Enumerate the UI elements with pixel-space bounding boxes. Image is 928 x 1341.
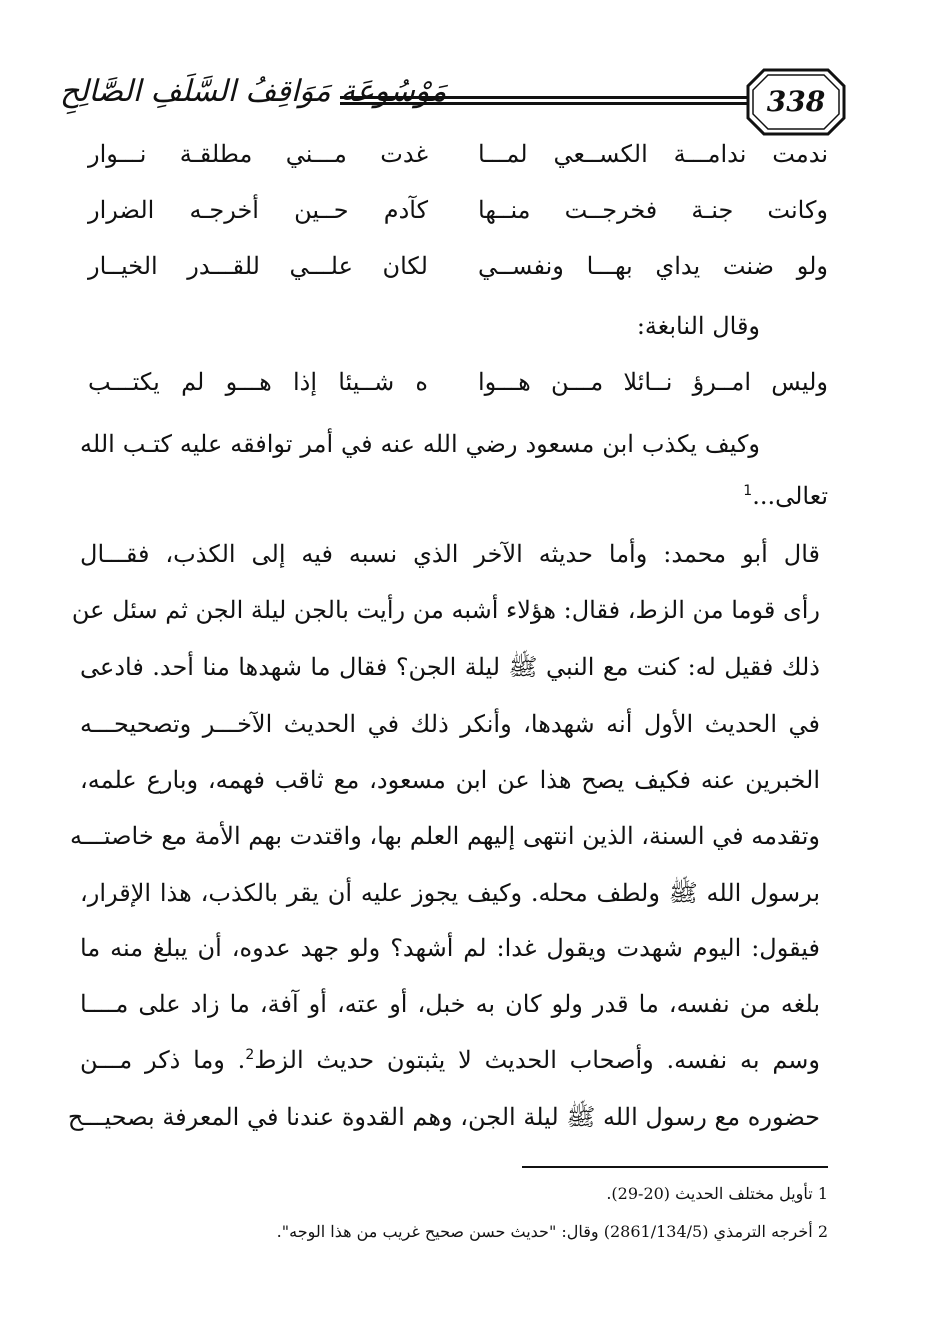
paragraph-line: ذلك فقيل له: كنت مع النبي ﷺ ليلة الجن؟ فقال ما شهدها منا أحد. فادعى <box>80 653 820 681</box>
verse-first-hemistich: وليس امــرؤ نــائلا مـــن هـــوا <box>478 368 828 396</box>
footnote <box>80 1184 828 1203</box>
footnote-ref: 1 <box>743 483 753 499</box>
footnote-separator <box>522 1166 828 1168</box>
paragraph-line: برسول الله ﷺ ولطف محله. وكيف يجوز عليه أن يقر بالكذب، هذا الإقرار، <box>80 879 820 907</box>
page-number-badge <box>746 68 846 136</box>
paragraph-line <box>600 482 828 510</box>
verse-intro: وقال النابغة: <box>636 312 760 340</box>
page-number: 338 <box>766 85 826 118</box>
paragraph-line: في الحديث الأول أنه شهدها، وأنكر ذلك في الحديث الآخـــر وتصحيحـــه <box>80 710 820 738</box>
paragraph-line <box>80 1046 820 1074</box>
footnote-number: 1 <box>817 1184 828 1203</box>
verse-line <box>88 196 828 246</box>
verse-first-hemistich: وكانت جنـة فخرجــت منــها <box>478 196 828 224</box>
footnote-text: تأويل مختلف الحديث (20-29). <box>606 1184 813 1203</box>
paragraph-line: حضوره مع رسول الله ﷺ ليلة الجن، وهم القدوة عندنا في المعرفة بصحيـــح <box>67 1103 820 1131</box>
paragraph-line: قال أبو محمد: وأما حديثه الآخر الذي نسبه فيه إلى الكذب، فقـــال <box>80 540 820 568</box>
paragraph-text: وسم به نفسه. وأصحاب الحديث لا يثبتون حديث الزط <box>254 1046 820 1074</box>
paragraph-line: رأى قوما من الزط، فقال: هؤلاء أشبه من رأيت بالجن ليلة الجن ثم سئل عن <box>71 596 820 624</box>
verse-second-hemistich: ه شــيئا إذا هـــو لم يكتـــب <box>88 368 428 396</box>
header-rule <box>340 96 760 105</box>
paragraph-line: بلغه من نفسه، ما قدر ولو كان به خبل، أو عته، أو آفة، ما زاد على مــــا <box>80 990 820 1018</box>
verse-first-hemistich: ندمت ندامـــة الكســعي لمـــا <box>478 140 828 168</box>
footnote-text: أخرجه الترمذي (2861/134/5) وقال: "حديث حسن صحيح غريب من هذا الوجه". <box>276 1222 813 1241</box>
verse-second-hemistich: لكان علـــي للقـــدر الخيــار <box>88 252 428 280</box>
footnote-ref: 2 <box>245 1047 255 1063</box>
verse-line <box>88 368 828 418</box>
paragraph-text: تعالى... <box>752 482 828 510</box>
verse-second-hemistich: كآدم حــين أخرجـه الضرار <box>88 196 428 224</box>
verse-line <box>88 140 828 190</box>
paragraph-line: الخبرين عنه فكيف يصح هذا عن ابن مسعود، مع ثاقب فهمه، وبارع علمه، <box>80 766 820 794</box>
verse-line <box>88 252 828 302</box>
page-header <box>40 60 840 140</box>
paragraph-line: وكيف يكذب ابن مسعود رضي الله عنه في أمر توافقه عليه كتـب الله <box>80 430 760 458</box>
paragraph-line: وتقدمه في السنة، الذين انتهى إليهم العلم بها، واقتدت بهم الأمة مع خاصتـــه <box>69 822 820 850</box>
verse-second-hemistich: غدت مـــني مطلقـة نـــوار <box>88 140 428 168</box>
paragraph-text: . وما ذكر مـــن <box>80 1046 246 1074</box>
footnote-number: 2 <box>817 1222 828 1241</box>
series-title: مَوْسُوعَة مَوَاقِفُ السَّلَفِ الصَّالِحِ <box>60 74 447 109</box>
verse-first-hemistich: ولو ضنت يداي بهـــا ونفســي <box>478 252 828 280</box>
paragraph-line: فيقول: اليوم شهدت ويقول غدا: لم أشهد؟ ولو جهد عدوه، أن يبلغ منه ما <box>80 934 820 962</box>
footnote <box>80 1222 828 1241</box>
